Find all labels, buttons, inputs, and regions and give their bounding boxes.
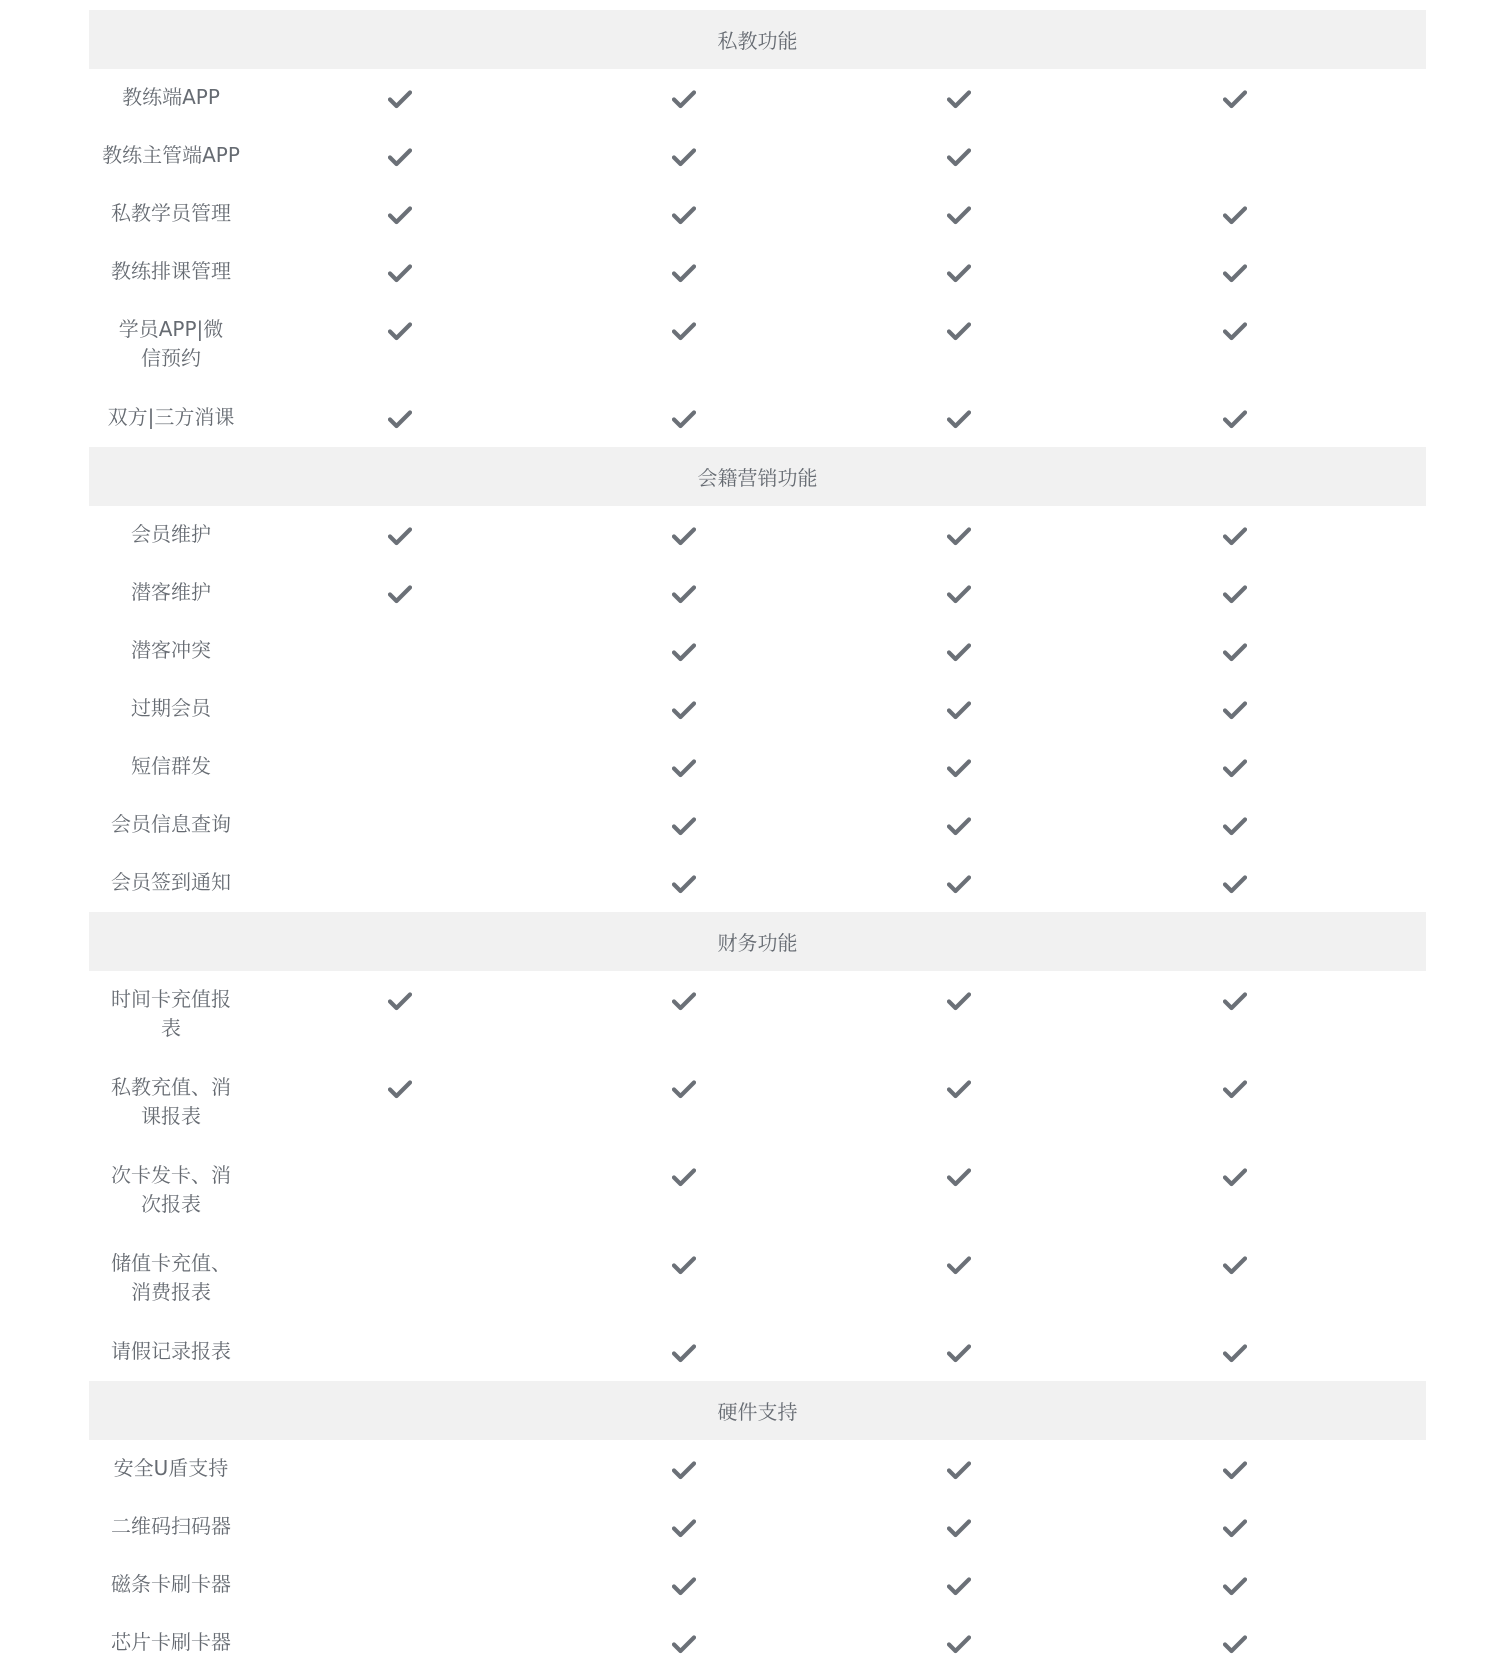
feature-row [89,1235,1426,1323]
plan-cell [253,243,546,283]
feature-row [89,1059,1426,1147]
plan-cell [546,506,821,546]
check-icon [672,642,696,662]
plan-cell [821,1556,1097,1596]
feature-row [89,1440,1426,1498]
plan-cell [546,389,821,429]
feature-row [89,1323,1426,1381]
plan-cell [1097,301,1373,341]
check-icon [672,1634,696,1654]
plan-cell [821,796,1097,836]
feature-label: 过期会员 [131,696,211,720]
section-header [89,912,1426,971]
feature-label: 教练排课管理 [111,259,231,283]
check-icon [672,321,696,341]
check-icon [947,1079,971,1099]
plan-cell [821,1323,1097,1363]
feature-row [89,389,1426,447]
plan-cell [253,127,546,167]
plan-cell [253,854,546,874]
feature-row [89,506,1426,564]
feature-label: 教练端APP [122,85,220,109]
plan-cell [1097,506,1373,546]
check-icon [672,584,696,604]
feature-label: 时间卡充值报表 [111,987,231,1040]
feature-row [89,564,1426,622]
check-icon [672,1343,696,1363]
feature-row [89,185,1426,243]
feature-label: 会员签到通知 [111,870,231,894]
plan-cell [1097,69,1373,109]
plan-cell [253,69,546,109]
plan-cell [1097,389,1373,429]
plan-cell [821,680,1097,720]
check-icon [388,263,412,283]
check-icon [388,991,412,1011]
section-header [89,10,1426,69]
plan-cell [253,1614,546,1634]
check-icon [388,1079,412,1099]
check-icon [672,263,696,283]
check-icon [947,263,971,283]
plan-cell [546,796,821,836]
check-icon [947,991,971,1011]
feature-label: 私教充值、消课报表 [111,1075,231,1128]
check-icon [947,409,971,429]
check-icon [947,526,971,546]
check-icon [1223,263,1247,283]
check-icon [672,700,696,720]
plan-cell [821,243,1097,283]
plan-cell [546,1614,821,1654]
plan-cell [546,127,821,167]
feature-label: 短信群发 [131,754,211,778]
check-icon [672,1518,696,1538]
plan-cell [546,1556,821,1596]
plan-cell [821,1440,1097,1480]
check-icon [1223,1343,1247,1363]
feature-label: 私教学员管理 [111,201,231,225]
feature-row [89,1556,1426,1614]
feature-row [89,622,1426,680]
plan-cell [821,1059,1097,1099]
check-icon [672,816,696,836]
check-icon [672,147,696,167]
check-icon [947,700,971,720]
check-icon [1223,1518,1247,1538]
check-icon [388,205,412,225]
plan-cell [253,1498,546,1518]
feature-row [89,301,1426,389]
check-icon [672,205,696,225]
section-title: 硬件支持 [717,1400,798,1424]
section-title: 财务功能 [717,931,798,955]
plan-cell [253,506,546,546]
section-title: 会籍营销功能 [697,466,818,490]
plan-cell [1097,1614,1373,1654]
plan-cell [253,738,546,758]
plan-cell [253,185,546,225]
plan-cell [1097,127,1373,147]
plan-cell [1097,185,1373,225]
check-icon [1223,89,1247,109]
plan-cell [821,854,1097,894]
check-icon [1223,816,1247,836]
feature-label: 双方|三方消课 [107,405,235,429]
section-header [89,1381,1426,1440]
check-icon [672,1255,696,1275]
check-icon [1223,1576,1247,1596]
check-icon [947,89,971,109]
plan-cell [1097,680,1373,720]
plan-cell [546,564,821,604]
plan-cell [821,971,1097,1011]
feature-row [89,680,1426,738]
check-icon [1223,1167,1247,1187]
check-icon [1223,1079,1247,1099]
plan-cell [253,1235,546,1255]
feature-label: 请假记录报表 [111,1339,231,1363]
plan-cell [821,1147,1097,1187]
check-icon [947,1460,971,1480]
check-icon [1223,526,1247,546]
feature-row [89,796,1426,854]
plan-cell [253,389,546,429]
check-icon [1223,700,1247,720]
check-icon [1223,205,1247,225]
feature-label: 安全U盾支持 [113,1456,229,1480]
plan-cell [253,622,546,642]
plan-cell [546,971,821,1011]
check-icon [672,526,696,546]
plan-cell [546,1498,821,1538]
feature-row [89,1147,1426,1235]
plan-cell [546,243,821,283]
feature-row [89,854,1426,912]
check-icon [388,147,412,167]
plan-cell [1097,564,1373,604]
plan-cell [546,301,821,341]
feature-row [89,127,1426,185]
section-title: 私教功能 [717,29,798,53]
plan-cell [253,1147,546,1167]
plan-cell [1097,1556,1373,1596]
plan-cell [253,1323,546,1343]
plan-cell [821,738,1097,778]
plan-cell [253,796,546,816]
feature-row [89,1614,1426,1672]
plan-cell [821,506,1097,546]
check-icon [947,874,971,894]
check-icon [1223,584,1247,604]
check-icon [388,526,412,546]
plan-cell [546,185,821,225]
check-icon [947,1343,971,1363]
plan-cell [253,971,546,1011]
feature-label: 教练主管端APP [102,143,240,167]
plan-cell [546,1147,821,1187]
check-icon [1223,758,1247,778]
check-icon [672,1167,696,1187]
check-icon [947,1576,971,1596]
plan-cell [1097,1059,1373,1099]
check-icon [947,758,971,778]
plan-cell [1097,796,1373,836]
feature-row [89,738,1426,796]
plan-cell [546,1440,821,1480]
plan-cell [821,301,1097,341]
check-icon [947,1167,971,1187]
feature-label: 会员维护 [131,522,211,546]
check-icon [947,321,971,341]
check-icon [947,642,971,662]
feature-row [89,1498,1426,1556]
feature-label: 会员信息查询 [111,812,231,836]
check-icon [388,89,412,109]
plan-cell [546,69,821,109]
plan-cell [1097,738,1373,778]
check-icon [672,1460,696,1480]
feature-comparison-table [89,10,1426,1672]
feature-row [89,69,1426,127]
check-icon [388,321,412,341]
check-icon [1223,991,1247,1011]
section-header [89,447,1426,506]
plan-cell [546,680,821,720]
check-icon [388,409,412,429]
plan-cell [821,389,1097,429]
plan-cell [1097,1498,1373,1538]
plan-cell [821,1498,1097,1538]
feature-label: 潜客维护 [131,580,211,604]
plan-cell [1097,1147,1373,1187]
check-icon [947,147,971,167]
plan-cell [821,127,1097,167]
plan-cell [546,738,821,778]
check-icon [672,758,696,778]
plan-cell [1097,1440,1373,1480]
plan-cell [546,1059,821,1099]
check-icon [1223,321,1247,341]
check-icon [947,1634,971,1654]
check-icon [672,409,696,429]
plan-cell [253,1059,546,1099]
plan-cell [546,854,821,894]
check-icon [672,991,696,1011]
feature-label: 芯片卡刷卡器 [111,1630,231,1654]
check-icon [1223,409,1247,429]
feature-label: 次卡发卡、消次报表 [111,1163,231,1216]
check-icon [1223,1255,1247,1275]
check-icon [947,1255,971,1275]
feature-label: 磁条卡刷卡器 [111,1572,231,1596]
check-icon [1223,1634,1247,1654]
check-icon [672,89,696,109]
check-icon [947,816,971,836]
plan-cell [821,1614,1097,1654]
plan-cell [1097,1235,1373,1275]
feature-label: 二维码扫码器 [111,1514,231,1538]
plan-cell [253,1556,546,1576]
plan-cell [821,1235,1097,1275]
check-icon [1223,1460,1247,1480]
check-icon [388,584,412,604]
plan-cell [253,680,546,700]
plan-cell [253,301,546,341]
check-icon [947,205,971,225]
plan-cell [821,622,1097,662]
check-icon [672,874,696,894]
check-icon [1223,874,1247,894]
plan-cell [1097,854,1373,894]
check-icon [947,584,971,604]
plan-cell [253,1440,546,1460]
plan-cell [1097,243,1373,283]
check-icon [1223,642,1247,662]
feature-row [89,243,1426,301]
plan-cell [253,564,546,604]
plan-cell [1097,971,1373,1011]
check-icon [672,1576,696,1596]
check-icon [947,1518,971,1538]
feature-label: 储值卡充值、消费报表 [111,1251,231,1304]
plan-cell [546,622,821,662]
plan-cell [821,185,1097,225]
plan-cell [546,1323,821,1363]
feature-label: 学员APP|微信预约 [118,317,224,370]
feature-row [89,971,1426,1059]
plan-cell [1097,622,1373,662]
plan-cell [821,69,1097,109]
feature-label: 潜客冲突 [131,638,211,662]
plan-cell [546,1235,821,1275]
plan-cell [821,564,1097,604]
plan-cell [1097,1323,1373,1363]
check-icon [672,1079,696,1099]
